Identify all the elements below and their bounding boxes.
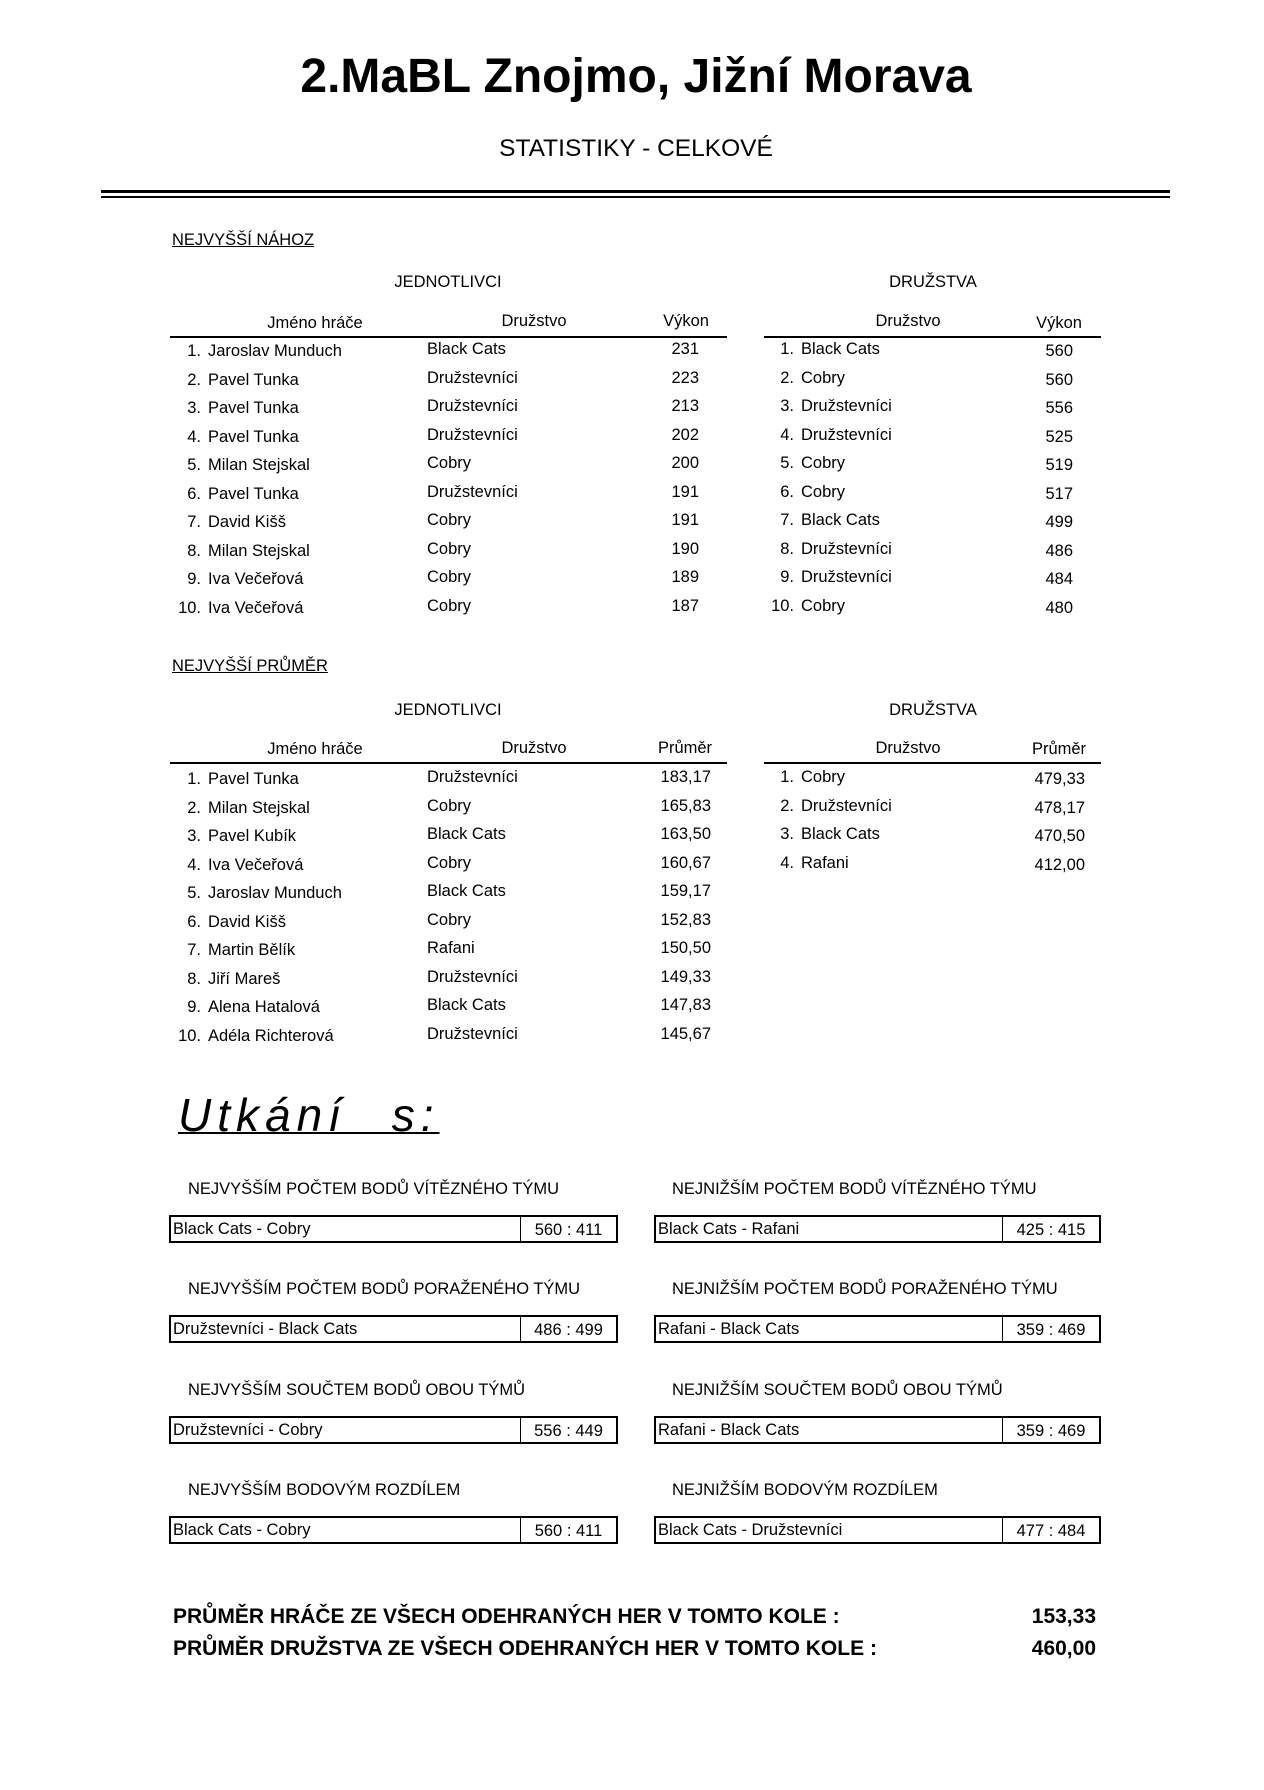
team-cell: Družstevníci — [801, 568, 892, 586]
value-cell: 478,17 — [1034, 798, 1085, 817]
match-score: 359 : 469 — [1002, 1317, 1099, 1341]
value-cell: 486 — [1045, 541, 1073, 560]
player-name-cell: Pavel Tunka — [208, 484, 299, 503]
table-row — [0, 536, 1264, 565]
match-teams: Black Cats - Cobry — [173, 1521, 311, 1539]
column-header-team: Družstvo — [875, 739, 941, 757]
value-cell: 189 — [671, 568, 699, 586]
match-record-row — [0, 1179, 1264, 1249]
matches-title: Utkání s: — [178, 1089, 440, 1141]
record-box — [169, 1416, 618, 1444]
rank-cell: 3. — [780, 825, 794, 843]
match-score: 477 : 484 — [1002, 1518, 1099, 1542]
record-label: NEJNIŽŠÍM POČTEM BODŮ VÍTĚZNÉHO TÝMU — [672, 1180, 1037, 1198]
section-label: NEJVYŠŠÍ PRŮMĚR — [172, 657, 328, 675]
value-cell: 519 — [1045, 456, 1073, 474]
record-label: NEJNIŽŠÍM BODOVÝM ROZDÍLEM — [672, 1481, 938, 1499]
team-cell: Cobry — [427, 596, 472, 615]
team-cell: Cobry — [801, 596, 846, 615]
player-name-cell: David Kišš — [208, 513, 286, 531]
value-cell: 484 — [1045, 570, 1073, 588]
record-box — [169, 1215, 618, 1243]
match-teams: Rafani - Black Cats — [658, 1421, 800, 1439]
rank-cell: 3. — [780, 397, 794, 415]
rank-cell: 3. — [187, 827, 201, 845]
team-cell: Cobry — [801, 368, 846, 387]
value-cell: 517 — [1045, 484, 1073, 503]
team-cell: Družstevníci — [427, 967, 518, 986]
column-header-team: Družstvo — [501, 739, 567, 757]
column-header-value: Výkon — [663, 311, 709, 330]
table-row — [0, 393, 1264, 422]
record-label: NEJNIŽŠÍM SOUČTEM BODŮ OBOU TÝMŮ — [672, 1381, 1003, 1399]
team-cell: Cobry — [427, 568, 472, 586]
value-cell: 163,50 — [660, 825, 711, 843]
player-name-cell: Pavel Tunka — [208, 399, 299, 417]
match-teams: Družstevníci - Black Cats — [173, 1320, 358, 1338]
team-cell: Black Cats — [427, 996, 506, 1014]
match-score: 560 : 411 — [520, 1518, 616, 1542]
column-header-player: Jméno hráče — [267, 740, 363, 758]
record-label: NEJVYŠŠÍM SOUČTEM BODŮ OBOU TÝMŮ — [188, 1381, 526, 1399]
table-row — [0, 422, 1264, 451]
player-name-cell: Alena Hatalová — [208, 998, 320, 1016]
match-score: 486 : 499 — [520, 1317, 616, 1341]
value-cell: 525 — [1045, 427, 1073, 446]
rank-cell: 1. — [780, 768, 794, 786]
value-cell: 200 — [671, 454, 699, 472]
team-cell: Black Cats — [801, 340, 880, 358]
table-row — [0, 479, 1264, 508]
rank-cell: 9. — [780, 568, 794, 586]
section-label: NEJVYŠŠÍ NÁHOZ — [172, 231, 315, 249]
value-cell: 145,67 — [660, 1024, 711, 1043]
player-average-label: PRŮMĚR HRÁČE ZE VŠECH ODEHRANÝCH HER V TOMTO KOLE : — [173, 1605, 840, 1628]
record-box — [169, 1516, 618, 1544]
value-cell: 202 — [671, 425, 699, 444]
table-row — [0, 365, 1264, 394]
table-row — [0, 793, 1264, 822]
rank-cell: 1. — [187, 770, 201, 788]
table-row — [0, 821, 1264, 850]
value-cell: 165,83 — [660, 796, 711, 815]
table-row — [0, 992, 1264, 1021]
rank-cell: 8. — [187, 969, 201, 988]
rank-cell: 8. — [780, 539, 794, 558]
rank-cell: 4. — [187, 427, 201, 446]
team-cell: Rafani — [427, 939, 475, 957]
team-cell: Družstevníci — [801, 397, 892, 415]
value-cell: 223 — [671, 368, 699, 387]
column-header-value: Výkon — [1036, 314, 1082, 332]
team-cell: Družstevníci — [427, 768, 518, 786]
page-subtitle: STATISTIKY - CELKOVÉ — [499, 135, 773, 162]
match-teams: Black Cats - Cobry — [173, 1220, 311, 1238]
match-record-row — [0, 1480, 1264, 1550]
value-cell: 160,67 — [660, 853, 711, 872]
rank-cell: 10. — [178, 1026, 201, 1045]
record-box — [654, 1215, 1101, 1243]
rank-cell: 5. — [187, 884, 201, 902]
value-cell: 150,50 — [660, 939, 711, 957]
match-record-row — [0, 1279, 1264, 1349]
player-name-cell: Adéla Richterová — [208, 1026, 334, 1045]
value-cell: 149,33 — [660, 967, 711, 986]
player-name-cell: Pavel Tunka — [208, 770, 299, 788]
record-label: NEJNIŽŠÍM POČTEM BODŮ PORAŽENÉHO TÝMU — [672, 1280, 1058, 1298]
match-record-row — [0, 1380, 1264, 1450]
column-header-team: Družstvo — [875, 311, 941, 330]
player-name-cell: Iva Večeřová — [208, 598, 304, 617]
record-label: NEJVYŠŠÍM BODOVÝM ROZDÍLEM — [188, 1481, 461, 1499]
table-row — [0, 1021, 1264, 1050]
value-cell: 191 — [671, 482, 699, 501]
rank-cell: 8. — [187, 541, 201, 560]
column-header-player: Jméno hráče — [267, 314, 363, 332]
value-cell: 187 — [671, 596, 699, 615]
column-header-value: Průměr — [1031, 740, 1087, 758]
match-teams: Black Cats - Rafani — [658, 1220, 800, 1238]
table-row — [0, 935, 1264, 964]
table-row — [0, 764, 1264, 793]
value-cell: 191 — [671, 511, 699, 529]
match-teams: Black Cats - Družstevníci — [658, 1521, 843, 1539]
match-teams: Družstevníci - Cobry — [173, 1421, 323, 1439]
team-cell: Cobry — [427, 853, 472, 872]
team-average-label: PRŮMĚR DRUŽSTVA ZE VŠECH ODEHRANÝCH HER V TOMTO KOLE : — [173, 1637, 877, 1660]
record-label: NEJVYŠŠÍM POČTEM BODŮ VÍTĚZNÉHO TÝMU — [188, 1180, 559, 1198]
rank-cell: 9. — [187, 998, 201, 1016]
rank-cell: 4. — [780, 853, 794, 872]
match-teams: Rafani - Black Cats — [658, 1320, 800, 1338]
value-cell: 213 — [671, 397, 699, 415]
table-row — [0, 450, 1264, 479]
table-row — [0, 593, 1264, 622]
value-cell: 147,83 — [660, 996, 711, 1014]
record-box — [654, 1516, 1101, 1544]
rank-cell: 3. — [187, 399, 201, 417]
teams-title: DRUŽSTVA — [889, 701, 977, 719]
teams-table-body — [0, 336, 1264, 621]
team-cell: Cobry — [427, 796, 472, 815]
rank-cell: 4. — [780, 425, 794, 444]
rank-cell: 9. — [187, 570, 201, 588]
table-row — [0, 336, 1264, 365]
table-row — [0, 964, 1264, 993]
team-cell: Cobry — [801, 454, 846, 472]
team-cell: Družstevníci — [427, 397, 518, 415]
rank-cell: 1. — [187, 342, 201, 360]
team-cell: Black Cats — [427, 825, 506, 843]
table-row — [0, 907, 1264, 936]
team-cell: Družstevníci — [427, 368, 518, 387]
rank-cell: 10. — [178, 598, 201, 617]
rank-cell: 7. — [187, 941, 201, 959]
player-name-cell: Jiří Mareš — [208, 969, 281, 988]
rank-cell: 2. — [187, 370, 201, 389]
table-row — [0, 507, 1264, 536]
player-name-cell: Iva Večeřová — [208, 570, 304, 588]
rank-cell: 2. — [780, 368, 794, 387]
match-score: 556 : 449 — [520, 1418, 616, 1442]
teams-table-body — [0, 764, 1264, 878]
rank-cell: 10. — [771, 596, 794, 615]
team-cell: Družstevníci — [801, 796, 892, 815]
team-cell: Družstevníci — [427, 482, 518, 501]
record-box — [654, 1416, 1101, 1444]
team-cell: Cobry — [427, 910, 472, 929]
team-cell: Družstevníci — [801, 539, 892, 558]
player-name-cell: Iva Večeřová — [208, 855, 304, 874]
value-cell: 556 — [1045, 399, 1073, 417]
table-row — [0, 878, 1264, 907]
player-name-cell: Jaroslav Munduch — [208, 884, 342, 902]
value-cell: 190 — [671, 539, 699, 558]
team-cell: Black Cats — [427, 882, 506, 900]
team-cell: Družstevníci — [427, 425, 518, 444]
header-rule-top — [101, 190, 1170, 193]
value-cell: 480 — [1045, 598, 1073, 617]
rank-cell: 7. — [187, 513, 201, 531]
player-name-cell: Milan Stejskal — [208, 798, 310, 817]
rank-cell: 6. — [187, 912, 201, 931]
value-cell: 470,50 — [1034, 827, 1085, 845]
player-name-cell: David Kišš — [208, 912, 286, 931]
value-cell: 183,17 — [660, 768, 711, 786]
teams-title: DRUŽSTVA — [889, 273, 977, 291]
value-cell: 159,17 — [660, 882, 711, 900]
team-cell: Družstevníci — [427, 1024, 518, 1043]
table-row — [0, 564, 1264, 593]
column-header-team: Družstvo — [501, 311, 567, 330]
player-name-cell: Pavel Tunka — [208, 427, 299, 446]
rank-cell: 5. — [187, 456, 201, 474]
rank-cell: 1. — [780, 340, 794, 358]
match-score: 359 : 469 — [1002, 1418, 1099, 1442]
individuals-title: JEDNOTLIVCI — [394, 701, 502, 719]
player-name-cell: Milan Stejskal — [208, 456, 310, 474]
player-name-cell: Milan Stejskal — [208, 541, 310, 560]
rank-cell: 6. — [780, 482, 794, 501]
header-rule-bottom — [101, 196, 1170, 198]
player-name-cell: Martin Bělík — [208, 941, 296, 959]
value-cell: 560 — [1045, 370, 1073, 389]
team-cell: Cobry — [801, 482, 846, 501]
individuals-title: JEDNOTLIVCI — [394, 273, 502, 291]
team-cell: Cobry — [427, 454, 472, 472]
team-cell: Black Cats — [427, 340, 506, 358]
rank-cell: 2. — [780, 796, 794, 815]
page-title: 2.MaBL Znojmo, Jižní Morava — [300, 50, 972, 103]
match-score: 425 : 415 — [1002, 1217, 1099, 1241]
match-score: 560 : 411 — [520, 1217, 616, 1241]
table-row — [0, 850, 1264, 879]
value-cell: 499 — [1045, 513, 1073, 531]
column-header-value: Průměr — [657, 739, 713, 757]
value-cell: 412,00 — [1034, 855, 1085, 874]
value-cell: 152,83 — [660, 910, 711, 929]
rank-cell: 2. — [187, 798, 201, 817]
value-cell: 560 — [1045, 342, 1073, 360]
team-cell: Rafani — [801, 853, 849, 872]
team-cell: Cobry — [427, 539, 472, 558]
team-cell: Black Cats — [801, 511, 880, 529]
team-cell: Cobry — [427, 511, 472, 529]
team-cell: Cobry — [801, 768, 846, 786]
player-name-cell: Pavel Tunka — [208, 370, 299, 389]
record-box — [169, 1315, 618, 1343]
rank-cell: 6. — [187, 484, 201, 503]
team-cell: Black Cats — [801, 825, 880, 843]
value-cell: 479,33 — [1034, 770, 1085, 788]
rank-cell: 5. — [780, 454, 794, 472]
rank-cell: 4. — [187, 855, 201, 874]
player-average-value: 153,33 — [1031, 1605, 1096, 1628]
value-cell: 231 — [671, 340, 699, 358]
player-name-cell: Pavel Kubík — [208, 827, 297, 845]
team-cell: Družstevníci — [801, 425, 892, 444]
player-name-cell: Jaroslav Munduch — [208, 342, 342, 360]
record-label: NEJVYŠŠÍM POČTEM BODŮ PORAŽENÉHO TÝMU — [188, 1280, 581, 1298]
rank-cell: 7. — [780, 511, 794, 529]
record-box — [654, 1315, 1101, 1343]
team-average-value: 460,00 — [1031, 1637, 1096, 1660]
